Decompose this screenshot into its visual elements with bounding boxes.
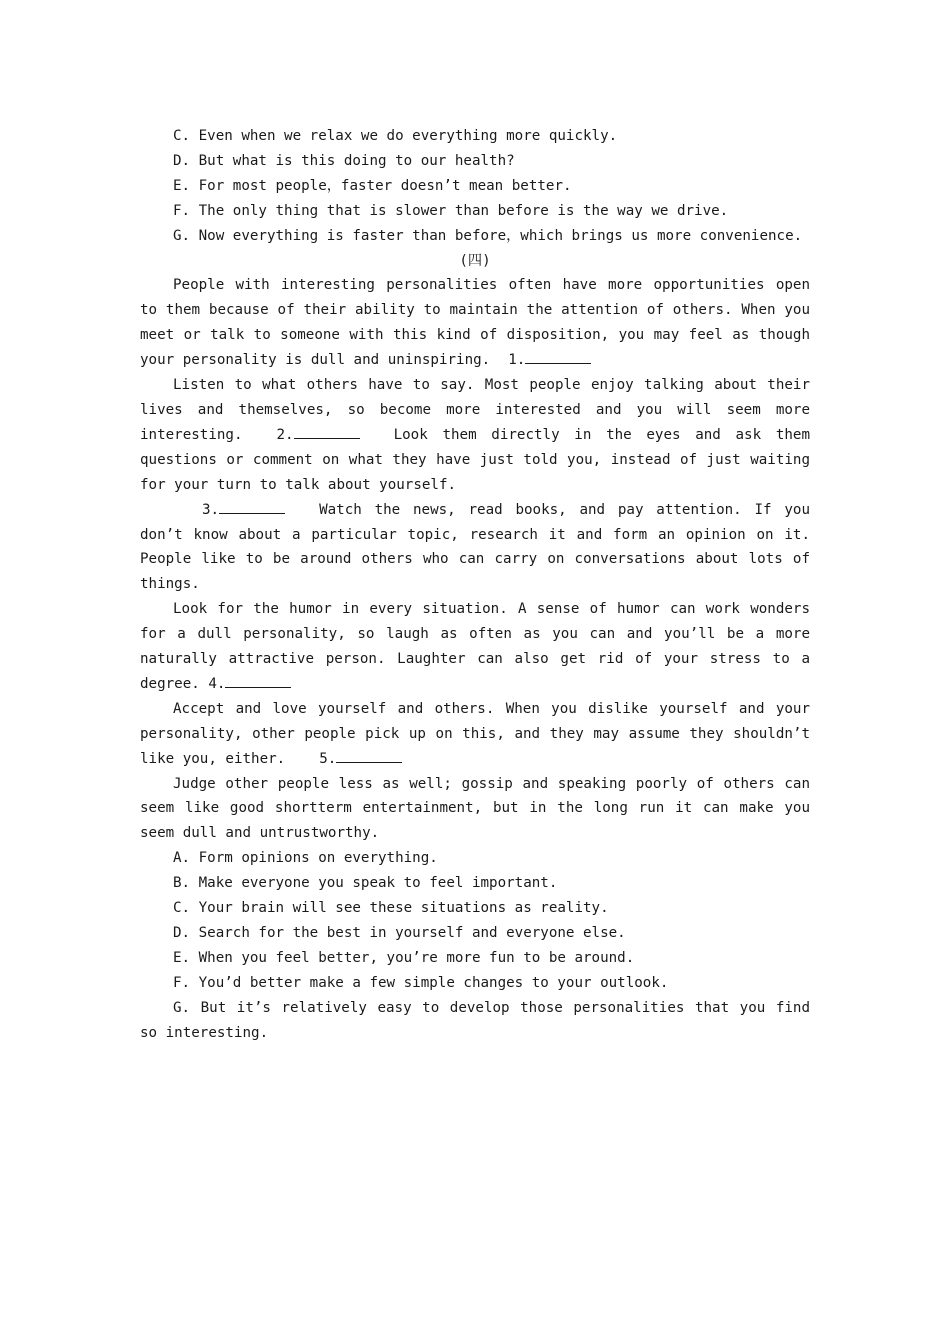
prev-option-c: C. Even when we relax we do everything more quickly. [173, 128, 618, 144]
option-a: A. Form opinions on everything. [173, 850, 438, 867]
option-f: F. You’d better make a few simple changes to your outlook. [173, 974, 669, 991]
prev-option-d: D. But what is this doing to our health? [173, 152, 515, 169]
blank-2-number: 2. [276, 426, 294, 443]
blank-1 [525, 348, 591, 364]
prev-option-e: E. For most people，faster doesn’t mean better. [173, 177, 572, 194]
paragraph-5-text: Accept and love yourself and others. When you dislike yourself and your personality, other people pick up on this, and they may assume they shouldn’t like you, either. [140, 700, 810, 767]
paragraph-1-text: People with interesting personalities often have more opportunities open to them because of their ability to maintain the attention of others. When you meet or talk to someone with this kind of disposition, you may feel as though your personality is dull and uninspiring. [140, 277, 810, 369]
paragraph-5 [140, 697, 810, 772]
paragraph-4-text: Look for the humor in every situation. A sense of humor can work wonders for a dull personality, so laugh as often as you can and you’ll be a more naturally attractive person. Laughter can also get rid of your stress to a degree. [140, 601, 810, 692]
blank-4-number: 4. [208, 675, 226, 692]
paragraph-3 [140, 498, 810, 598]
blank-5-number: 5. [319, 750, 337, 767]
blank-3 [219, 498, 285, 514]
paragraph-3-text: Watch the news, read books, and pay attention. If you don’t know about a particular topic, research it and form an opinion on it. People like to be around others who can carry on conversations about lots of things. [140, 501, 810, 593]
paragraph-1 [140, 273, 810, 373]
option-g: G. But it’s relatively easy to develop those personalities that you find so interesting. [140, 999, 810, 1041]
prev-option-f: F. The only thing that is slower than before is the way we drive. [173, 202, 729, 219]
paragraph-6: Judge other people less as well; gossip and speaking poorly of others can seem like good shortterm entertainment, but in the long run it can make you seem dull and untrustworthy. [140, 775, 810, 842]
option-b: B. Make everyone you speak to feel important. [173, 875, 558, 892]
paragraph-2 [140, 373, 810, 498]
document-page [140, 124, 810, 1046]
prev-option-g: G. Now everything is faster than before，which brings us more convenience. [173, 227, 803, 244]
paragraph-2b-text: Look them directly in the eyes and ask them questions or comment on what they have just told you, instead of just waiting for your turn to talk about yourself. [140, 426, 810, 493]
option-c: C. Your brain will see these situations as reality. [173, 900, 609, 917]
option-d: D. Search for the best in yourself and everyone else. [173, 925, 626, 941]
blank-4 [225, 672, 291, 688]
blank-2 [294, 423, 360, 439]
section-title: (四) [459, 252, 491, 269]
option-e: E. When you feel better, you’re more fun to be around. [173, 949, 635, 966]
blank-5 [336, 747, 402, 763]
blank-3-number: 3. [202, 501, 220, 518]
blank-1-number: 1. [508, 352, 526, 369]
paragraph-4 [140, 597, 810, 697]
paragraph-2a-text: Listen to what others have to say. Most people enjoy talking about their lives and themselves, so become more interested and you will seem more interesting. [140, 377, 810, 443]
